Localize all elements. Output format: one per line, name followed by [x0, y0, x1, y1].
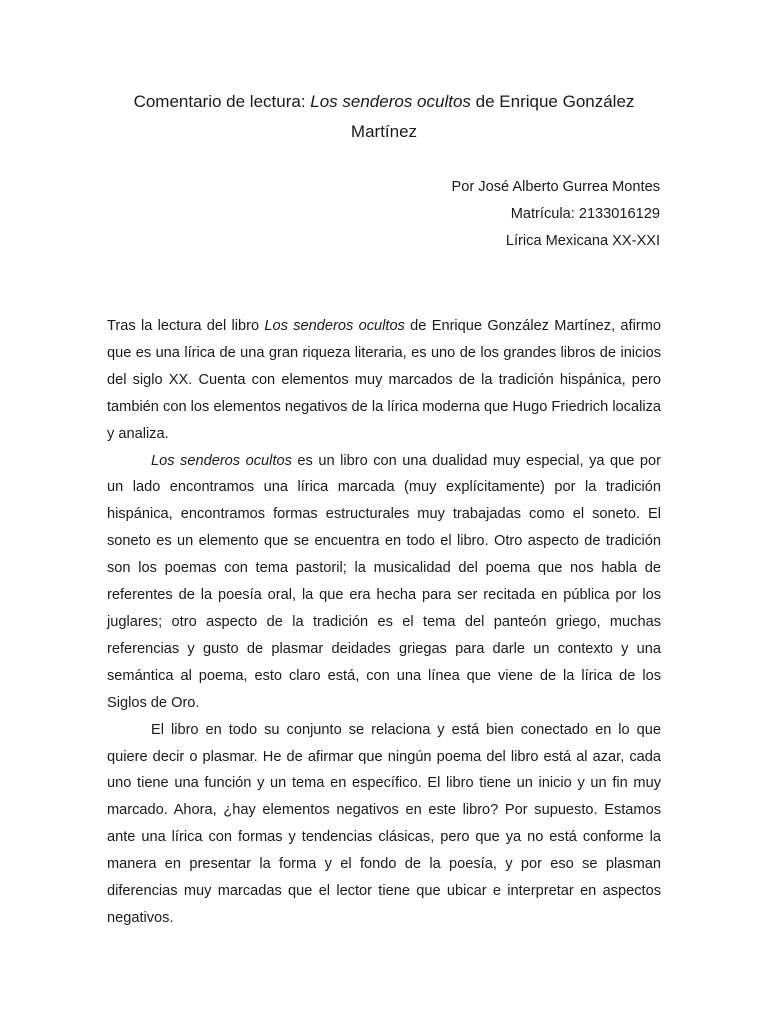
- title-suffix: de Enrique González Martínez: [350, 92, 635, 141]
- course-name: Lírica Mexicana XX-XXI: [505, 233, 660, 249]
- paragraph-1-rest: de Enrique González Martínez, afirmo que es una lírica de una gran riqueza literaria, es uno de los grandes libros de inicios del siglo XX. Cuenta con elementos muy marcados de la tradición hispánica, pero también con los elementos negativos de la lírica moderna que Hugo Friedrich localiza y analiza.: [107, 318, 661, 442]
- document-body: [107, 313, 661, 932]
- paragraph-3: El libro en todo su conjunto se relaciona y está bien conectado en lo que quiere decir o plasmar. He de afirmar que ningún poema del libro está al azar, cada uno tiene una función y un tema en específico. El libro tiene un inicio y un fin muy marcado. Ahora, ¿hay elementos negativos en este libro? Por supuesto. Estamos ante una lírica con formas y tendencias clásicas, pero que ya no está conforme la manera en presentar la forma y el fondo de la poesía, y por eso se plasman diferencias muy marcadas que el lector tiene que ubicar e interpretar en aspectos negativos.: [107, 721, 661, 926]
- title-book: Los senderos ocultos: [310, 92, 471, 111]
- paragraph-1: [107, 313, 661, 448]
- paragraph-1-book: Los senderos ocultos: [264, 318, 405, 334]
- author-name: Por José Alberto Gurrea Montes: [451, 179, 660, 195]
- author-block: [107, 174, 661, 255]
- paragraph-2-rest: es un libro con una dualidad muy especial, ya que por un lado encontramos una lírica marcada (muy explícitamente) por la tradición hispánica, encontramos formas estructurales muy trabajadas como el soneto. El soneto es un elemento que se encuentra en todo el libro. Otro aspecto de tradición son los poemas con tema pastoril; la musicalidad del poema que nos habla de referentes de la poesía oral, la que era hecha para ser recitada en pública por los juglares; otro aspecto de la tradición es el tema del panteón griego, muchas referencias y gusto de plasmar deidades griegas para darle un contexto y una semántica al poema, esto claro está, con una línea que viene de la lírica de los Siglos de Oro.: [107, 452, 661, 711]
- paragraph-2: [107, 448, 661, 717]
- paragraph-1-lead: Tras la lectura del libro: [107, 318, 265, 334]
- paragraph-2-book: Los senderos ocultos: [151, 452, 292, 469]
- document-title: [107, 0, 661, 147]
- enrollment-number: Matrícula: 2133016129: [510, 206, 660, 222]
- title-prefix: Comentario de lectura:: [133, 92, 311, 111]
